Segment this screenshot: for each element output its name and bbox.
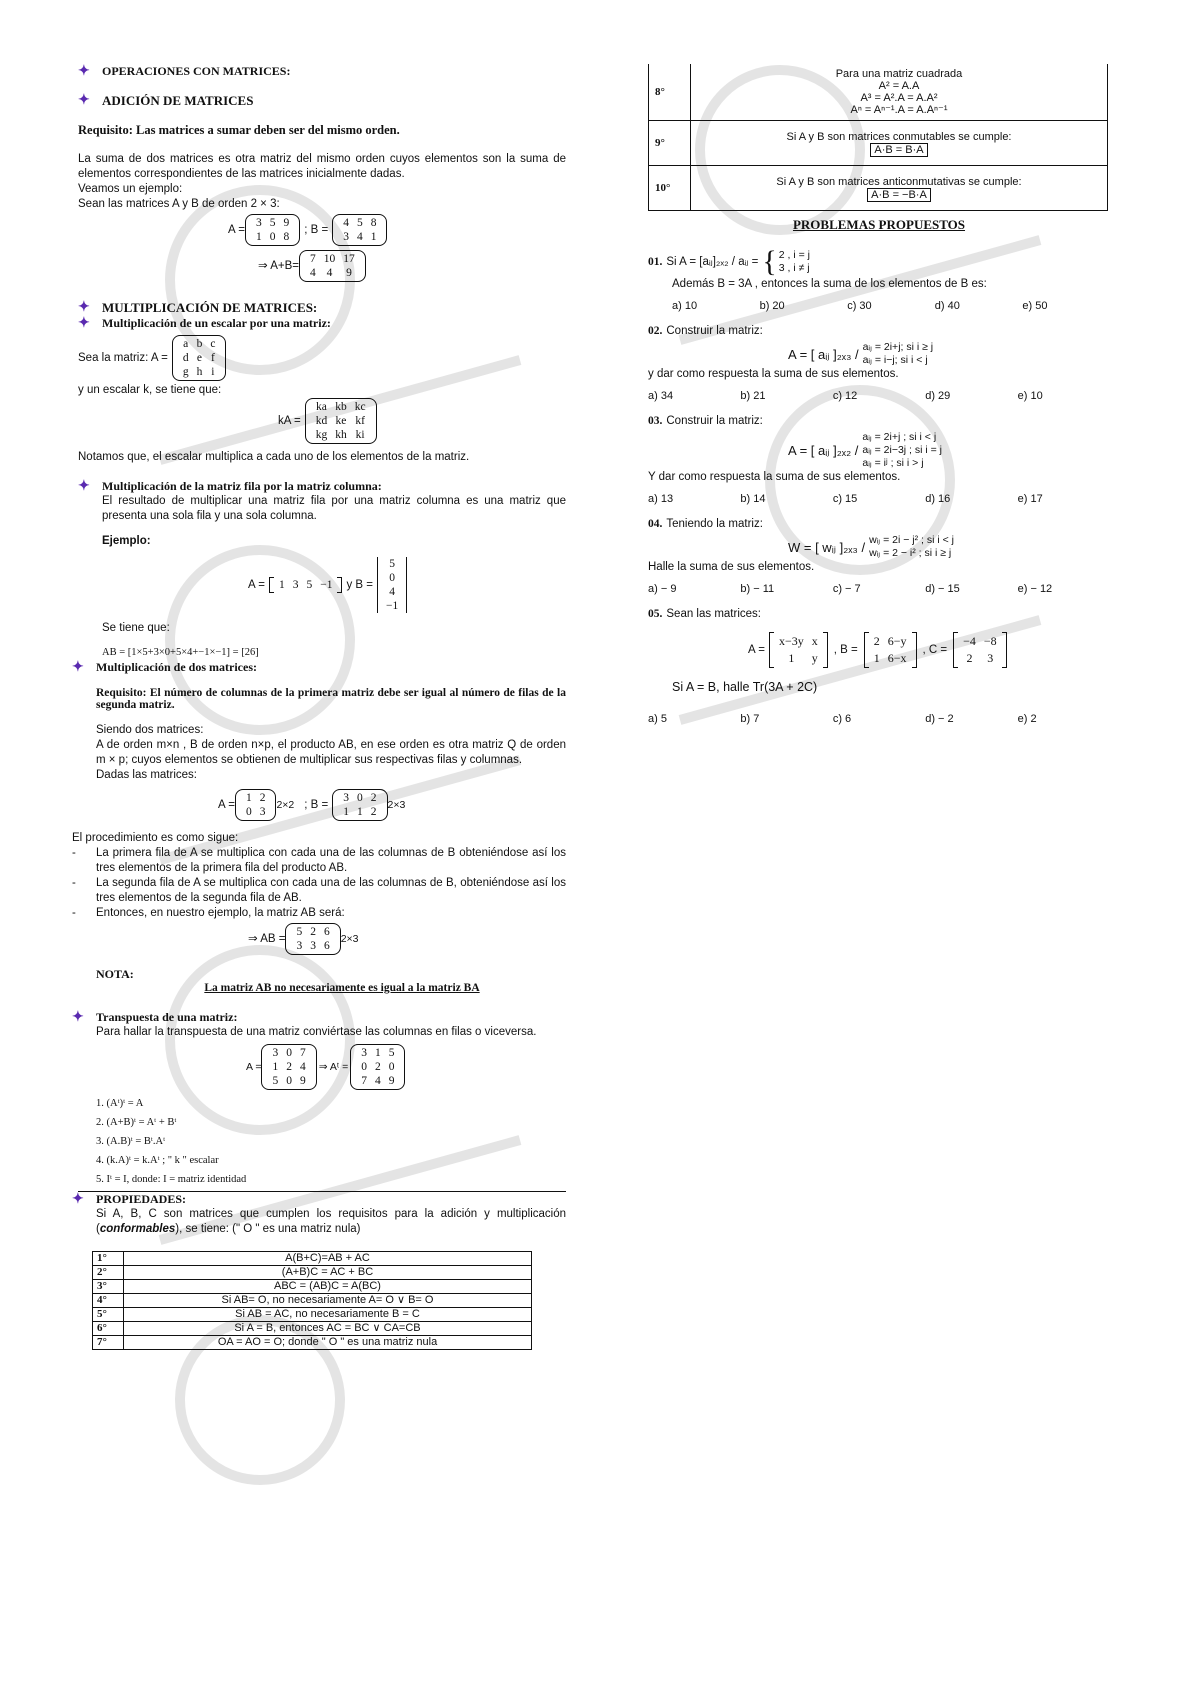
dos-matrices-text: A de orden m×n , B de orden n×p, el producto AB, en ese orden es otra matriz Q de orden m × p; cuyos elementos se obtienen de multiplicar sus respectivas filas y columnas. [96, 739, 566, 766]
label-At: A = [246, 1061, 262, 1073]
matrix-sum [299, 250, 366, 282]
matrix-A2 [235, 789, 277, 821]
answer-option: e) 2 [1017, 713, 1037, 725]
property-row: 10° Si A y B son matrices anticonmutativas se cumple: A·B = −B·A [649, 166, 1108, 211]
answer-option: a) 34 [648, 390, 674, 402]
answer-option: a) 10 [672, 300, 698, 312]
answer-option: a) − 9 [648, 583, 677, 595]
sub-B2: 2×3 [387, 799, 406, 811]
matrix-abc-cell: i [211, 366, 215, 378]
problem-number: 05. [648, 608, 663, 620]
matrix-B [332, 214, 387, 246]
matrix-A-cell: 5 [269, 217, 276, 229]
matrix-AB-cell: 6 [323, 940, 330, 952]
answer-option: b) 21 [740, 390, 766, 402]
matrix-T-cell: 7 [299, 1047, 306, 1059]
matrix-A2-cell: 3 [259, 806, 266, 818]
row-matrix-A [269, 577, 343, 593]
heading-adicion: ✦ ADICIÓN DE MATRICES [78, 93, 566, 109]
matrix-sum-cell: 4 [326, 267, 333, 279]
procedimiento-text: El procedimiento es como sigue: [72, 832, 239, 844]
answer-option: c) 6 [832, 713, 852, 725]
matrix-B2 [332, 789, 387, 821]
transpose-property: 2. (A+B)ᵗ = Aᵗ + Bᵗ [96, 1117, 177, 1128]
problem-number: 03. [648, 415, 663, 427]
answer-option: c) 12 [832, 390, 858, 402]
sub-AB: 2×3 [340, 933, 359, 945]
label-yB: y B = [346, 578, 373, 591]
se-tiene-text: Se tiene que: [102, 622, 170, 634]
matrix-Tt-cell: 5 [388, 1047, 395, 1059]
matrix-abc-cell: h [196, 366, 203, 378]
ab-calc: AB = [1×5+3×0+5×4+−1×−1] = [26] [102, 647, 259, 658]
matrix-T-cell: 3 [272, 1047, 279, 1059]
matrix-B2-cell: 1 [357, 806, 363, 818]
scalar-note: Notamos que, el escalar multiplica a cada uno de los elementos de la matriz. [78, 451, 470, 463]
matrix-kA-cell: kf [355, 415, 365, 427]
answer-option: d) − 15 [925, 583, 960, 595]
answer-option: e) 17 [1017, 493, 1043, 505]
heading-dos-matrices: ✦ Multiplicación de dos matrices: [72, 660, 566, 675]
matrix-A2-cell: 2 [259, 792, 266, 804]
row-col-example [248, 557, 566, 613]
siendo-text: Siendo dos matrices: [96, 724, 204, 736]
matrix-A2-cell: 0 [245, 806, 252, 818]
problem-number: 01. [648, 255, 663, 268]
label-A-row: A = [248, 578, 265, 591]
properties-table-continued [648, 64, 1108, 211]
matrix-B2-cell: 1 [343, 806, 349, 818]
row-matrix-A-cell: 5 [306, 579, 313, 591]
matrix-kA-cell: kd [315, 415, 328, 427]
property-row: 9° Si A y B son matrices conmutables se cumple: A·B = B·A [649, 121, 1108, 166]
heading-transpuesta: ✦ Transpuesta de una matriz: [72, 1010, 566, 1025]
scalar-k-text: y un escalar k, se tiene que: [78, 384, 222, 396]
heading-propiedades: ✦ PROPIEDADES: [72, 1192, 566, 1207]
matrix-abc [172, 335, 227, 381]
col-matrix-B-cell: 4 [389, 586, 395, 598]
problem-item: 03. Construir la matriz: A = [ aᵢⱼ ]₂ₓ₂ / aᵢⱼ = 2i+j ; si i < j aᵢⱼ = 2i−3j ; si i = j aᵢⱼ = iʲ ; si i > j Y dar como respuesta la suma de sus elementos. a) 13 b) 14 c) 15 d) 16 e) 17 [648, 414, 1110, 505]
answer-option: d) − 2 [925, 713, 954, 725]
sub-A2: 2×2 [276, 799, 295, 811]
matrix-T-cell: 1 [272, 1061, 279, 1073]
matrix-sum-cell: 10 [323, 253, 336, 265]
row-matrix-A-cell: −1 [320, 579, 333, 591]
ab-result-row [248, 923, 566, 955]
answer-option: b) 7 [740, 713, 760, 725]
right-column [648, 64, 1110, 725]
properties-table [92, 1251, 532, 1350]
problem-item: 05. Sean las matrices: A = x−3y x 1 y , B = 2 6−y 1 6−x , C = −4 −8 2 3 Si A = B, halle Tr(3A + 2C) a) 5 b) 7 c) 6 d) − 2 e) 2 [648, 607, 1110, 725]
property-row: 4° Si AB= O, no necesariamente A= O ∨ B= O [93, 1294, 532, 1308]
procedure-step: - Entonces, en nuestro ejemplo, la matriz AB será: [72, 907, 345, 919]
scalar-matrix-row [78, 335, 566, 381]
procedure-steps [72, 846, 566, 921]
transpose-properties [96, 1094, 566, 1189]
problem-number: 04. [648, 518, 663, 530]
matrix-kA-cell: ki [355, 429, 365, 441]
left-column [72, 64, 566, 1350]
label-AB: ⇒ AB = [248, 932, 286, 945]
adicion-text: La suma de dos matrices es otra matriz del mismo orden cuyos elementos son la suma de elementos correspondientes de las matrices inicialmente dadas. [78, 153, 566, 180]
property-row: 8° Para una matriz cuadrada A² = A.A A³ = A².A = A.A² Aⁿ = Aⁿ⁻¹.A = A.Aⁿ⁻¹ [649, 64, 1108, 121]
matrix-Tt-cell: 0 [361, 1061, 367, 1073]
col-matrix-B-cell: 0 [389, 572, 395, 584]
answer-option: e) 10 [1017, 390, 1043, 402]
fila-columna-text: El resultado de multiplicar una matriz fila por una matriz columna es una matriz que presenta una sola fila y una sola columna. [102, 495, 566, 522]
answer-option: c) − 7 [832, 583, 861, 595]
label-A2: A = [218, 798, 235, 811]
matrix-abc-cell: b [196, 338, 203, 350]
matrix-Tt-cell: 1 [374, 1047, 381, 1059]
answer-option: e) 50 [1022, 300, 1048, 312]
matrix-kA-cell: kg [315, 429, 328, 441]
matrix-Tt-cell: 4 [374, 1075, 381, 1087]
matrix-T-cell: 5 [272, 1075, 279, 1087]
label-sum: ⇒ A+B= [258, 259, 299, 272]
matrix-A-cell: 0 [269, 231, 276, 243]
row-matrix-A-cell: 3 [292, 579, 299, 591]
matrix-sum-cell: 7 [309, 253, 316, 265]
matrix-sum-cell: 17 [343, 253, 355, 265]
ka-matrix-row [278, 398, 566, 444]
problem-item: 04. Teniendo la matriz: W = [ wᵢⱼ ]₂ₓ₃ / wᵢⱼ = 2i − j² ; si i < j wᵢⱼ = 2 − i² ; si i ≥ j Halle la suma de sus elementos. a) − 9 b) − 11 c) − 7 d) − 15 e) − 12 [648, 517, 1110, 595]
matrix-kA-cell: ka [316, 401, 327, 413]
heading-operaciones: ✦ OPERACIONES CON MATRICES: [78, 64, 566, 79]
matrix-p5-A: x−3y x 1 y [769, 632, 828, 668]
transpose-property: 4. (k.A)ᵗ = k.Aᵗ ; " k " escalar [96, 1155, 219, 1166]
matrix-Tt-cell: 9 [388, 1075, 395, 1087]
label-B: ; B = [304, 223, 329, 236]
matrix-A2-cell: 1 [245, 792, 252, 804]
matrix-Tt-cell: 0 [388, 1061, 395, 1073]
answer-option: a) 13 [648, 493, 674, 505]
answer-option: d) 40 [934, 300, 960, 312]
problem-number: 02. [648, 325, 663, 337]
matrix-T-cell: 2 [286, 1061, 292, 1073]
matrix-B2-cell: 2 [370, 806, 377, 818]
adicion-example: Veamos un ejemplo: [78, 183, 183, 195]
matrix-kA [305, 398, 377, 444]
label-B2: ; B = [304, 798, 329, 811]
ejemplo-label: Ejemplo: [102, 535, 151, 547]
matrix-B-cell: 4 [343, 217, 349, 229]
property-row: 6° Si A = B, entonces AC = BC ∨ CA=CB [93, 1322, 532, 1336]
requisito-adicion: Requisito: Las matrices a sumar deben ser del mismo orden. [78, 123, 400, 137]
label-impl: ⇒ Aᵗ = [318, 1061, 349, 1073]
label-kA: kA = [278, 414, 301, 427]
matrix-T-cell: 4 [299, 1061, 306, 1073]
label-A: A = [228, 223, 245, 236]
col-matrix-B-cell: −1 [385, 600, 399, 612]
matrix-B-cell: 5 [356, 217, 363, 229]
requisito-mult: Requisito: El número de columnas de la primera matriz debe ser igual al número de filas de la segunda matriz. [96, 687, 566, 711]
answer-option: d) 16 [925, 493, 951, 505]
matrix-Tt-cell: 3 [361, 1047, 367, 1059]
transpuesta-text: Para hallar la transpuesta de una matriz conviértase las columnas en filas o viceversa. [96, 1026, 537, 1038]
sum-matrices-row [228, 214, 566, 246]
answer-option: c) 15 [832, 493, 858, 505]
heading-escalar: ✦ Multiplicación de un escalar por una matriz: [78, 316, 566, 331]
propiedades-text: Si A, B, C son matrices que cumplen los requisitos para la adición y multiplicación (conformables), se tiene: (" O " es una matriz nula) [96, 1208, 566, 1235]
matrix-sum-cell: 9 [346, 267, 352, 279]
matrix-kA-cell: ke [335, 415, 347, 427]
matrix-B2-cell: 3 [343, 792, 349, 804]
sum-result-row [258, 250, 566, 282]
matrix-B2-cell: 2 [370, 792, 377, 804]
transpose-row [246, 1044, 566, 1090]
matrix-A-cell: 8 [283, 231, 290, 243]
matrix-B-cell: 1 [370, 231, 377, 243]
property-row: 7° OA = AO = O; donde " O " es una matriz nula [93, 1336, 532, 1350]
two-matrices-row [218, 789, 566, 821]
answer-option: e) − 12 [1017, 583, 1053, 595]
matrix-AB-cell: 5 [296, 926, 303, 938]
transpose-property: 3. (A.B)ᵗ = Bᵗ.Aᵗ [96, 1136, 166, 1147]
matrix-Tt [350, 1044, 405, 1090]
matrix-abc-cell: c [210, 338, 216, 350]
matrix-B-cell: 4 [356, 231, 363, 243]
heading-multiplicacion: ✦ MULTIPLICACIÓN DE MATRICES: [78, 300, 566, 316]
procedure-step: - La segunda fila de A se multiplica con cada una de las columnas de B, obteniéndose así los tres elementos de la segunda fila de AB. [72, 877, 566, 904]
matrix-abc-cell: g [182, 366, 189, 378]
problem-item: 02. Construir la matriz: A = [ aᵢⱼ ]₂ₓ₃ / aᵢⱼ = 2i+j; si i ≥ j aᵢⱼ = i−j; si i < j y dar como respuesta la suma de sus elementos. a) 34 b) 21 c) 12 d) 29 e) 10 [648, 324, 1110, 402]
answer-option: b) 20 [759, 300, 785, 312]
matrix-p5-B: 2 6−y 1 6−x [864, 632, 917, 668]
matrix-kA-cell: kb [335, 401, 347, 413]
matrix-kA-cell: kc [354, 401, 366, 413]
adicion-given: Sean las matrices A y B de orden 2 × 3: [78, 198, 280, 210]
matrix-AB-cell: 6 [323, 926, 330, 938]
answer-option: b) − 11 [740, 583, 775, 595]
col-matrix-B [377, 557, 407, 613]
nota-text: La matriz AB no necesariamente es igual a la matriz BA [204, 982, 480, 994]
matrix-abc-cell: e [196, 352, 202, 364]
answer-option: b) 14 [740, 493, 766, 505]
property-row: 1° A(B+C)=AB + AC [93, 1252, 532, 1266]
matrix-B2-cell: 0 [357, 792, 363, 804]
matrix-sum-cell: 4 [309, 267, 316, 279]
matrix-A-cell: 1 [255, 231, 262, 243]
matrix-AB [285, 923, 340, 955]
matrix-Tt-cell: 7 [361, 1075, 367, 1087]
property-row: 3° ABC = (AB)C = A(BC) [93, 1280, 532, 1294]
matrix-A [245, 214, 300, 246]
matrix-T-cell: 9 [299, 1075, 306, 1087]
matrix-B-cell: 3 [343, 231, 349, 243]
matrix-abc-cell: d [182, 352, 189, 364]
answer-option: c) 30 [847, 300, 872, 312]
matrix-T-cell: 0 [286, 1075, 292, 1087]
matrix-A-cell: 9 [283, 217, 290, 229]
matrix-abc-cell: f [210, 352, 215, 364]
procedure-step: - La primera fila de A se multiplica con cada una de las columnas de B obteniéndose así los tres elementos de la primera fila del producto AB. [72, 847, 566, 874]
matrix-B-cell: 8 [370, 217, 377, 229]
matrix-abc-cell: a [183, 338, 189, 350]
dadas-text: Dadas las matrices: [96, 769, 197, 781]
property-row: 5° Si AB = AC, no necesariamente B = C [93, 1308, 532, 1322]
matrix-T [261, 1044, 316, 1090]
transpose-property: 5. Iᵗ = I, donde: I = matriz identidad [96, 1174, 247, 1185]
heading-fila-columna: ✦ Multiplicación de la matriz fila por la matriz columna: [78, 479, 566, 494]
col-matrix-B-cell: 5 [389, 558, 395, 570]
matrix-T-cell: 0 [286, 1047, 292, 1059]
row-matrix-A-cell: 1 [278, 579, 285, 591]
matrix-AB-cell: 3 [296, 940, 303, 952]
matrix-p5-C: −4 −8 2 3 [953, 632, 1007, 668]
matrix-Tt-cell: 2 [374, 1061, 381, 1073]
problems-list [648, 247, 1110, 725]
answer-option: d) 29 [925, 390, 951, 402]
problemas-title: PROBLEMAS PROPUESTOS [792, 217, 966, 232]
property-row: 2° (A+B)C = AC + BC [93, 1266, 532, 1280]
answer-option: a) 5 [648, 713, 667, 725]
problem-item: 01. Si A = [aᵢⱼ]₂ₓ₂ / aᵢⱼ = { 2 , i = j 3 , i ≠ j Además B = 3A , entonces la suma de los elementos de B es: a) 10 b) 20 c) 30 d) 40 e) 50 [648, 247, 1110, 312]
nota-label: NOTA: [96, 967, 134, 981]
transpose-property: 1. (Aᵗ)ᵗ = A [96, 1098, 144, 1109]
matrix-AB-cell: 3 [310, 940, 316, 952]
matrix-A-cell: 3 [255, 217, 262, 229]
matrix-kA-cell: kh [335, 429, 347, 441]
scalar-intro: Sea la matriz: A = [78, 351, 168, 364]
matrix-AB-cell: 2 [310, 926, 316, 938]
